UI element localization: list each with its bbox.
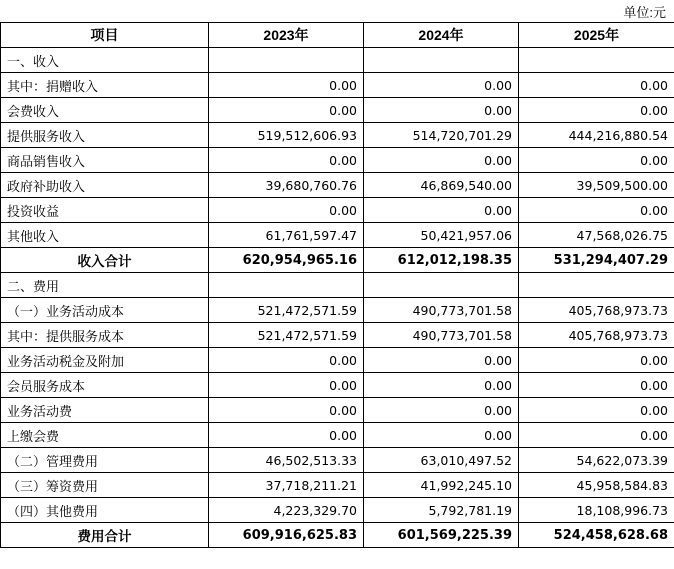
row-value-2023年: 609,916,625.83: [209, 523, 364, 548]
row-value-2024年: 0.00: [364, 148, 519, 173]
row-label: 其中：提供服务成本: [1, 323, 209, 348]
row-value-2024年: 41,992,245.10: [364, 473, 519, 498]
table-row: [1, 73, 674, 98]
row-label: 其他收入: [1, 223, 209, 248]
row-label: 提供服务收入: [1, 123, 209, 148]
table-row: [1, 173, 674, 198]
row-label: 会费收入: [1, 98, 209, 123]
row-value-2023年: 0.00: [209, 198, 364, 223]
row-value-2023年: 39,680,760.76: [209, 173, 364, 198]
table-row: [1, 373, 674, 398]
row-value-2023年: 0.00: [209, 398, 364, 423]
row-value-2025年: [519, 48, 674, 73]
unit-note: 单位:元: [623, 4, 666, 20]
row-value-2023年: 521,472,571.59: [209, 298, 364, 323]
table-row: [1, 398, 674, 423]
row-value-2023年: 0.00: [209, 348, 364, 373]
table-row: [1, 523, 674, 548]
table-row: [1, 498, 674, 523]
row-label: 商品销售收入: [1, 148, 209, 173]
row-value-2024年: 0.00: [364, 348, 519, 373]
row-value-2025年: 405,768,973.73: [519, 323, 674, 348]
row-value-2024年: 0.00: [364, 398, 519, 423]
row-value-2025年: 0.00: [519, 348, 674, 373]
table-row: [1, 323, 674, 348]
row-value-2023年: 620,954,965.16: [209, 248, 364, 273]
table-row: [1, 423, 674, 448]
table-row: [1, 298, 674, 323]
row-value-2023年: [209, 48, 364, 73]
table-row: [1, 148, 674, 173]
row-label: 二、费用: [1, 273, 209, 298]
row-value-2023年: [209, 273, 364, 298]
row-value-2024年: [364, 273, 519, 298]
row-label: （三）筹资费用: [1, 473, 209, 498]
row-value-2024年: 50,421,957.06: [364, 223, 519, 248]
row-label: （二）管理费用: [1, 448, 209, 473]
row-value-2024年: 490,773,701.58: [364, 298, 519, 323]
row-value-2024年: 5,792,781.19: [364, 498, 519, 523]
row-value-2025年: 0.00: [519, 423, 674, 448]
row-value-2025年: [519, 273, 674, 298]
row-label: 会员服务成本: [1, 373, 209, 398]
row-value-2025年: 0.00: [519, 73, 674, 98]
row-label: （一）业务活动成本: [1, 298, 209, 323]
row-value-2025年: 0.00: [519, 198, 674, 223]
row-value-2024年: 0.00: [364, 373, 519, 398]
table-body: [1, 23, 674, 548]
row-label: 上缴会费: [1, 423, 209, 448]
column-header-item: 项目: [1, 23, 209, 48]
row-value-2024年: 46,869,540.00: [364, 173, 519, 198]
row-value-2025年: 524,458,628.68: [519, 523, 674, 548]
row-value-2024年: 601,569,225.39: [364, 523, 519, 548]
row-value-2025年: 54,622,073.39: [519, 448, 674, 473]
row-value-2023年: 0.00: [209, 148, 364, 173]
table-row: [1, 98, 674, 123]
row-label: 业务活动税金及附加: [1, 348, 209, 373]
row-label: 政府补助收入: [1, 173, 209, 198]
table-row: [1, 198, 674, 223]
column-header-2024: 2024年: [364, 23, 519, 48]
row-value-2023年: 0.00: [209, 73, 364, 98]
row-value-2025年: 45,958,584.83: [519, 473, 674, 498]
row-value-2023年: 0.00: [209, 98, 364, 123]
row-value-2025年: 0.00: [519, 98, 674, 123]
column-header-2023: 2023年: [209, 23, 364, 48]
row-label: （四）其他费用: [1, 498, 209, 523]
row-value-2025年: 39,509,500.00: [519, 173, 674, 198]
table-row: [1, 473, 674, 498]
row-value-2025年: 0.00: [519, 398, 674, 423]
row-value-2025年: 444,216,880.54: [519, 123, 674, 148]
row-label: 投资收益: [1, 198, 209, 223]
row-value-2023年: 0.00: [209, 423, 364, 448]
table-row: [1, 248, 674, 273]
table-row: [1, 448, 674, 473]
row-value-2023年: 0.00: [209, 373, 364, 398]
row-value-2023年: 61,761,597.47: [209, 223, 364, 248]
row-value-2023年: 37,718,211.21: [209, 473, 364, 498]
income-expense-table: [0, 22, 674, 548]
row-label: 收入合计: [1, 248, 209, 273]
row-value-2024年: 612,012,198.35: [364, 248, 519, 273]
table-row: [1, 223, 674, 248]
row-value-2025年: 0.00: [519, 373, 674, 398]
row-value-2023年: 519,512,606.93: [209, 123, 364, 148]
row-value-2025年: 405,768,973.73: [519, 298, 674, 323]
row-value-2024年: 63,010,497.52: [364, 448, 519, 473]
table-header-row: [1, 23, 674, 48]
row-label: 业务活动费: [1, 398, 209, 423]
row-value-2024年: 514,720,701.29: [364, 123, 519, 148]
table-row: [1, 123, 674, 148]
row-value-2024年: 0.00: [364, 423, 519, 448]
row-label: 一、收入: [1, 48, 209, 73]
row-value-2023年: 46,502,513.33: [209, 448, 364, 473]
table-row: [1, 348, 674, 373]
row-label: 费用合计: [1, 523, 209, 548]
row-value-2024年: 490,773,701.58: [364, 323, 519, 348]
row-value-2025年: 0.00: [519, 148, 674, 173]
row-value-2023年: 521,472,571.59: [209, 323, 364, 348]
row-value-2025年: 531,294,407.29: [519, 248, 674, 273]
row-value-2024年: 0.00: [364, 98, 519, 123]
row-value-2024年: 0.00: [364, 198, 519, 223]
column-header-2025: 2025年: [519, 23, 674, 48]
row-value-2025年: 18,108,996.73: [519, 498, 674, 523]
table-row: [1, 48, 674, 73]
row-label: 其中：捐赠收入: [1, 73, 209, 98]
unit-note-row: [0, 0, 674, 22]
row-value-2024年: [364, 48, 519, 73]
table-row: [1, 273, 674, 298]
row-value-2023年: 4,223,329.70: [209, 498, 364, 523]
row-value-2024年: 0.00: [364, 73, 519, 98]
row-value-2025年: 47,568,026.75: [519, 223, 674, 248]
